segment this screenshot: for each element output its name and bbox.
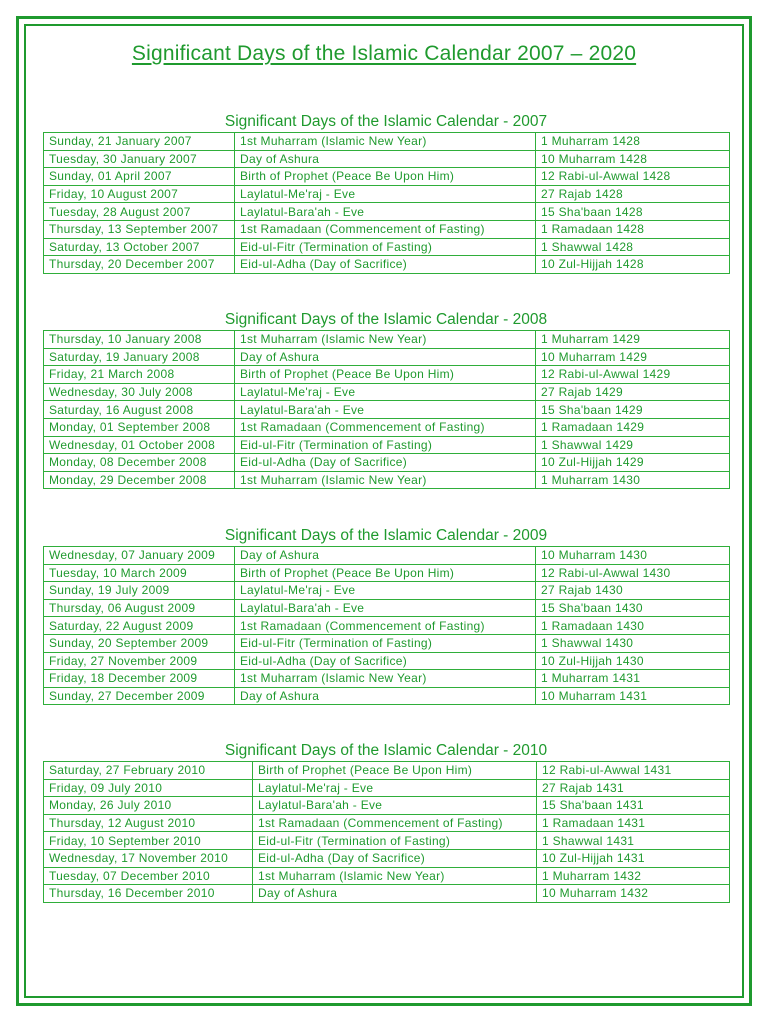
table-row [44, 832, 730, 850]
hijri-date-cell: 10 Muharram 1429 [536, 348, 730, 366]
gregorian-date-cell: Wednesday, 30 July 2008 [44, 383, 235, 401]
gregorian-date-cell: Thursday, 12 August 2010 [44, 814, 253, 832]
gregorian-date-cell: Saturday, 22 August 2009 [44, 617, 235, 635]
table-row [44, 454, 730, 472]
hijri-date-cell: 10 Muharram 1428 [536, 150, 730, 168]
event-cell: Day of Ashura [235, 348, 536, 366]
hijri-date-cell: 27 Rajab 1431 [537, 779, 730, 797]
hijri-date-cell: 15 Sha'baan 1431 [537, 797, 730, 815]
table-row [44, 849, 730, 867]
hijri-date-cell: 27 Rajab 1430 [536, 582, 730, 600]
event-cell: Birth of Prophet (Peace Be Upon Him) [235, 168, 536, 186]
hijri-date-cell: 10 Zul-Hijjah 1429 [536, 454, 730, 472]
table-row [44, 203, 730, 221]
gregorian-date-cell: Monday, 01 September 2008 [44, 418, 235, 436]
gregorian-date-cell: Thursday, 16 December 2010 [44, 885, 253, 903]
hijri-date-cell: 1 Shawwal 1429 [536, 436, 730, 454]
hijri-date-cell: 15 Sha'baan 1429 [536, 401, 730, 419]
hijri-date-cell: 12 Rabi-ul-Awwal 1431 [537, 762, 730, 780]
table-row [44, 867, 730, 885]
gregorian-date-cell: Sunday, 19 July 2009 [44, 582, 235, 600]
event-cell: Laylatul-Bara'ah - Eve [235, 599, 536, 617]
event-cell: Day of Ashura [235, 150, 536, 168]
hijri-date-cell: 1 Ramadaan 1429 [536, 418, 730, 436]
gregorian-date-cell: Monday, 26 July 2010 [44, 797, 253, 815]
table-row [44, 599, 730, 617]
table-row [44, 383, 730, 401]
table-row [44, 471, 730, 489]
table-row [44, 220, 730, 238]
event-cell: Day of Ashura [235, 687, 536, 705]
hijri-date-cell: 1 Ramadaan 1430 [536, 617, 730, 635]
hijri-date-cell: 15 Sha'baan 1430 [536, 599, 730, 617]
table-row [44, 401, 730, 419]
event-cell: Laylatul-Me'raj - Eve [235, 582, 536, 600]
gregorian-date-cell: Saturday, 16 August 2008 [44, 401, 235, 419]
gregorian-date-cell: Tuesday, 28 August 2007 [44, 203, 235, 221]
table-row [44, 168, 730, 186]
hijri-date-cell: 12 Rabi-ul-Awwal 1430 [536, 564, 730, 582]
event-cell: 1st Muharram (Islamic New Year) [253, 867, 537, 885]
hijri-date-cell: 10 Zul-Hijjah 1428 [536, 256, 730, 274]
table-row [44, 687, 730, 705]
gregorian-date-cell: Sunday, 20 September 2009 [44, 634, 235, 652]
hijri-date-cell: 1 Ramadaan 1431 [537, 814, 730, 832]
section-2010 [43, 741, 729, 903]
event-cell: Eid-ul-Fitr (Termination of Fasting) [235, 238, 536, 256]
section-title-2010: Significant Days of the Islamic Calendar - 2010 [224, 742, 548, 759]
calendar-table-2008 [43, 330, 730, 489]
gregorian-date-cell: Saturday, 19 January 2008 [44, 348, 235, 366]
event-cell: 1st Muharram (Islamic New Year) [235, 331, 536, 349]
hijri-date-cell: 1 Muharram 1428 [536, 133, 730, 151]
gregorian-date-cell: Friday, 10 September 2010 [44, 832, 253, 850]
gregorian-date-cell: Thursday, 20 December 2007 [44, 256, 235, 274]
gregorian-date-cell: Wednesday, 07 January 2009 [44, 547, 235, 565]
hijri-date-cell: 15 Sha'baan 1428 [536, 203, 730, 221]
hijri-date-cell: 12 Rabi-ul-Awwal 1428 [536, 168, 730, 186]
gregorian-date-cell: Saturday, 13 October 2007 [44, 238, 235, 256]
table-row [44, 366, 730, 384]
section-title-2009: Significant Days of the Islamic Calendar - 2009 [224, 527, 548, 544]
hijri-date-cell: 10 Muharram 1430 [536, 547, 730, 565]
table-row [44, 762, 730, 780]
gregorian-date-cell: Thursday, 13 September 2007 [44, 220, 235, 238]
section-2007 [43, 112, 729, 274]
gregorian-date-cell: Sunday, 27 December 2009 [44, 687, 235, 705]
hijri-date-cell: 27 Rajab 1429 [536, 383, 730, 401]
event-cell: Day of Ashura [235, 547, 536, 565]
table-row [44, 814, 730, 832]
gregorian-date-cell: Thursday, 06 August 2009 [44, 599, 235, 617]
hijri-date-cell: 10 Zul-Hijjah 1430 [536, 652, 730, 670]
table-row [44, 617, 730, 635]
event-cell: 1st Ramadaan (Commencement of Fasting) [235, 617, 536, 635]
hijri-date-cell: 1 Muharram 1429 [536, 331, 730, 349]
event-cell: 1st Ramadaan (Commencement of Fasting) [235, 418, 536, 436]
hijri-date-cell: 1 Shawwal 1431 [537, 832, 730, 850]
event-cell: Eid-ul-Fitr (Termination of Fasting) [253, 832, 537, 850]
gregorian-date-cell: Monday, 29 December 2008 [44, 471, 235, 489]
gregorian-date-cell: Friday, 10 August 2007 [44, 185, 235, 203]
hijri-date-cell: 1 Shawwal 1428 [536, 238, 730, 256]
gregorian-date-cell: Sunday, 01 April 2007 [44, 168, 235, 186]
gregorian-date-cell: Monday, 08 December 2008 [44, 454, 235, 472]
event-cell: Laylatul-Me'raj - Eve [235, 185, 536, 203]
event-cell: Laylatul-Me'raj - Eve [253, 779, 537, 797]
section-2008 [43, 310, 729, 489]
gregorian-date-cell: Sunday, 21 January 2007 [44, 133, 235, 151]
gregorian-date-cell: Friday, 18 December 2009 [44, 670, 235, 688]
table-row [44, 418, 730, 436]
gregorian-date-cell: Wednesday, 01 October 2008 [44, 436, 235, 454]
gregorian-date-cell: Thursday, 10 January 2008 [44, 331, 235, 349]
calendar-table-2010 [43, 761, 730, 903]
table-row [44, 238, 730, 256]
section-2009 [43, 526, 729, 705]
event-cell: Eid-ul-Adha (Day of Sacrifice) [235, 652, 536, 670]
table-row [44, 797, 730, 815]
event-cell: Birth of Prophet (Peace Be Upon Him) [235, 564, 536, 582]
hijri-date-cell: 12 Rabi-ul-Awwal 1429 [536, 366, 730, 384]
gregorian-date-cell: Saturday, 27 February 2010 [44, 762, 253, 780]
hijri-date-cell: 1 Ramadaan 1428 [536, 220, 730, 238]
hijri-date-cell: 27 Rajab 1428 [536, 185, 730, 203]
gregorian-date-cell: Friday, 09 July 2010 [44, 779, 253, 797]
table-row [44, 133, 730, 151]
hijri-date-cell: 1 Shawwal 1430 [536, 634, 730, 652]
section-title-2008: Significant Days of the Islamic Calendar - 2008 [224, 311, 548, 328]
event-cell: Birth of Prophet (Peace Be Upon Him) [253, 762, 537, 780]
hijri-date-cell: 1 Muharram 1431 [536, 670, 730, 688]
table-row [44, 547, 730, 565]
gregorian-date-cell: Tuesday, 30 January 2007 [44, 150, 235, 168]
table-row [44, 564, 730, 582]
event-cell: 1st Muharram (Islamic New Year) [235, 133, 536, 151]
event-cell: Laylatul-Bara'ah - Eve [253, 797, 537, 815]
hijri-date-cell: 10 Muharram 1431 [536, 687, 730, 705]
table-row [44, 348, 730, 366]
event-cell: Eid-ul-Fitr (Termination of Fasting) [235, 634, 536, 652]
event-cell: Laylatul-Me'raj - Eve [235, 383, 536, 401]
calendar-table-2007 [43, 132, 730, 274]
table-row [44, 582, 730, 600]
gregorian-date-cell: Wednesday, 17 November 2010 [44, 849, 253, 867]
event-cell: Eid-ul-Adha (Day of Sacrifice) [235, 256, 536, 274]
event-cell: Eid-ul-Fitr (Termination of Fasting) [235, 436, 536, 454]
event-cell: 1st Muharram (Islamic New Year) [235, 670, 536, 688]
event-cell: Laylatul-Bara'ah - Eve [235, 401, 536, 419]
event-cell: Eid-ul-Adha (Day of Sacrifice) [235, 454, 536, 472]
hijri-date-cell: 1 Muharram 1432 [537, 867, 730, 885]
table-row [44, 150, 730, 168]
table-row [44, 256, 730, 274]
gregorian-date-cell: Friday, 27 November 2009 [44, 652, 235, 670]
event-cell: 1st Ramadaan (Commencement of Fasting) [235, 220, 536, 238]
event-cell: Birth of Prophet (Peace Be Upon Him) [235, 366, 536, 384]
table-row [44, 436, 730, 454]
table-row [44, 670, 730, 688]
table-row [44, 779, 730, 797]
section-title-2007: Significant Days of the Islamic Calendar - 2007 [224, 113, 548, 130]
event-cell: 1st Muharram (Islamic New Year) [235, 471, 536, 489]
hijri-date-cell: 10 Zul-Hijjah 1431 [537, 849, 730, 867]
table-row [44, 634, 730, 652]
event-cell: Eid-ul-Adha (Day of Sacrifice) [253, 849, 537, 867]
page-title: Significant Days of the Islamic Calendar 2007 – 2020 [131, 42, 637, 65]
gregorian-date-cell: Friday, 21 March 2008 [44, 366, 235, 384]
table-row [44, 185, 730, 203]
gregorian-date-cell: Tuesday, 07 December 2010 [44, 867, 253, 885]
table-row [44, 885, 730, 903]
hijri-date-cell: 10 Muharram 1432 [537, 885, 730, 903]
gregorian-date-cell: Tuesday, 10 March 2009 [44, 564, 235, 582]
event-cell: Day of Ashura [253, 885, 537, 903]
event-cell: Laylatul-Bara'ah - Eve [235, 203, 536, 221]
table-row [44, 331, 730, 349]
calendar-table-2009 [43, 546, 730, 705]
table-row [44, 652, 730, 670]
event-cell: 1st Ramadaan (Commencement of Fasting) [253, 814, 537, 832]
hijri-date-cell: 1 Muharram 1430 [536, 471, 730, 489]
